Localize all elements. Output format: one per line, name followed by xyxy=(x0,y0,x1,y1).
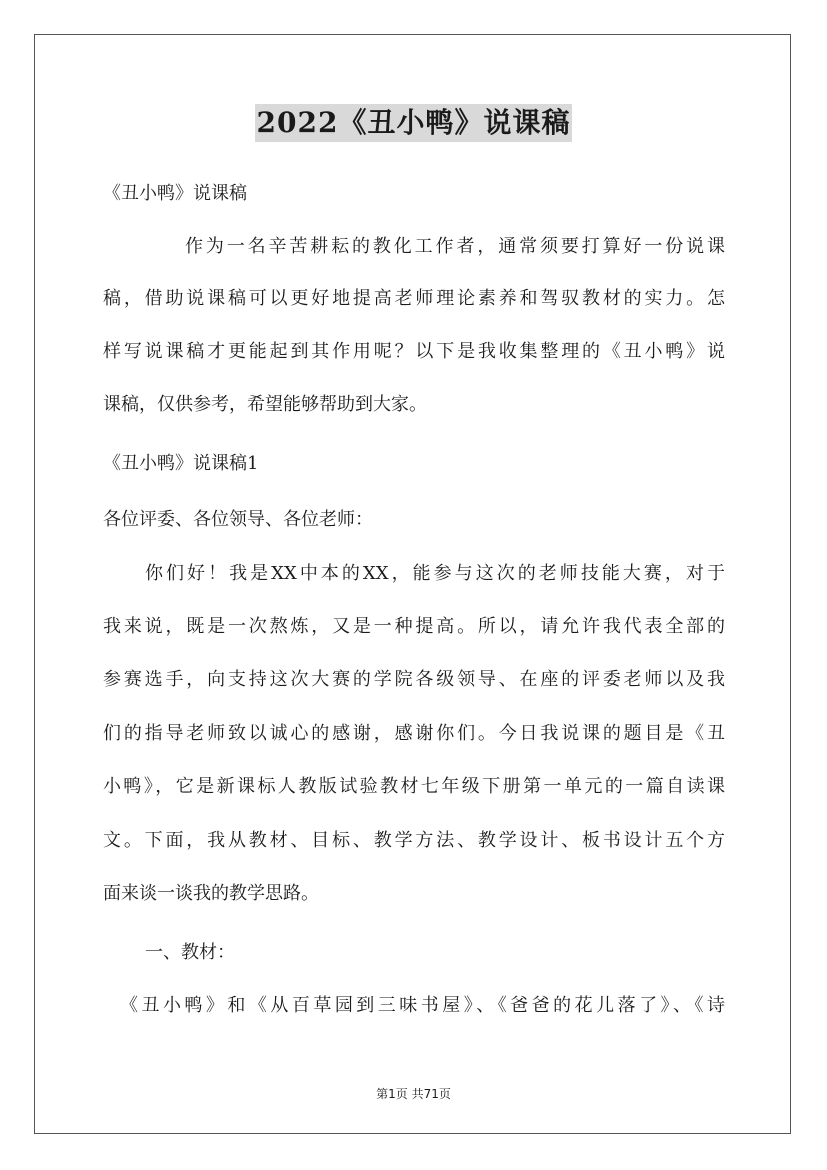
paragraph-line: 文。下面，我从教材、目标、教学方法、教学设计、板书设计五个方 xyxy=(103,830,725,851)
paragraph-line: 我来说，既是一次熬炼，又是一种提高。所以，请允许我代表全部的 xyxy=(103,616,725,637)
page-footer: 第1页 共71页 xyxy=(376,1087,451,1101)
paragraph-line: 面来谈一谈我的教学思路。 xyxy=(103,883,319,904)
title-container xyxy=(0,104,827,142)
greeting-line: 各位评委、各位领导、各位老师： xyxy=(103,509,373,530)
subtitle-line: 《丑小鸭》说课稿 xyxy=(103,183,247,204)
paragraph-line: 《丑小鸭》和《从百草园到三味书屋》、《爸爸的花儿落了》、《诗 xyxy=(120,995,725,1016)
paragraph-line: 课稿，仅供参考，希望能够帮助到大家。 xyxy=(103,394,427,415)
paragraph-line: 作为一名辛苦耕耘的教化工作者，通常须要打算好一份说课 xyxy=(185,236,725,257)
section-heading: 一、教材： xyxy=(145,942,235,963)
document-title: 2022《丑小鸭》说课稿 xyxy=(255,104,573,142)
paragraph-line: 稿，借助说课稿可以更好地提高老师理论素养和驾驭教材的实力。怎 xyxy=(103,288,725,309)
paragraph-line: 你们好！我是XX中本的XX，能参与这次的老师技能大赛，对于 xyxy=(145,563,725,584)
paragraph-line: 们的指导老师致以诚心的感谢，感谢你们。今日我说课的题目是《丑 xyxy=(103,723,725,744)
section-heading: 《丑小鸭》说课稿1 xyxy=(103,453,259,474)
paragraph-line: 小鸭》，它是新课标人教版试验教材七年级下册第一单元的一篇自读课 xyxy=(103,776,725,797)
paragraph-line: 样写说课稿才更能起到其作用呢？以下是我收集整理的《丑小鸭》说 xyxy=(103,341,725,362)
paragraph-line: 参赛选手，向支持这次大赛的学院各级领导、在座的评委老师以及我 xyxy=(103,669,725,690)
